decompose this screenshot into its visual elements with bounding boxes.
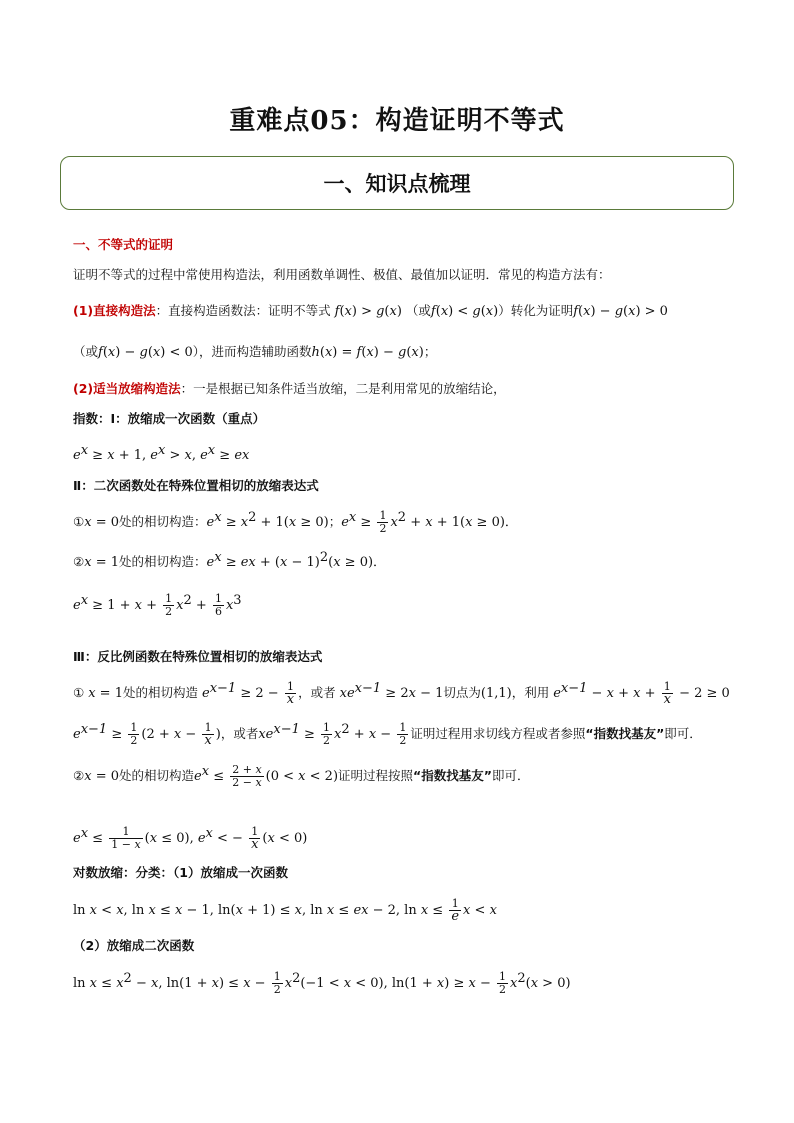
formula-quadratic-1: ①x = 0处的相切构造：$e^x \ge x^2 + 1(x \ge 0)$；$e^x$ ≥ $\frac{1}{2}$ $x^2 + x + 1(x \ge 0)$．	[73, 509, 518, 535]
log-quadratic-heading: （2）放缩成二次函数	[73, 938, 195, 953]
formula-quadratic-2: ②x = 1处的相切构造：$e^x$ ≥ ex + $(x - 1)^2(x \ge 0)$．	[73, 550, 387, 570]
formula-reciprocal-1: ① x = 1处的相切构造 $e^{x-1} \ge 2$ − $\frac{1}{x}$ ，或者 $xe^{x-1} \ge 2x - 1$切点为(1,1)，利用 $e^{x-1} - x + x$ + $\frac{1}{x}$ − 2 ≥ 0	[73, 680, 730, 707]
formula-reciprocal-2: $e^{x-1}$ ≥ $\frac{1}{2}$ (2 + x − $\frac{1}{x}$ )，或者$xe^{x-1}$ ≥ $\frac{1}{2}$ $x^2 + x$ − $\frac{1}{2}$ 证明过程用求切线方程或者参照“指数找基友”即可．	[73, 721, 702, 748]
method-scaling-label: (2)适当放缩构造法	[73, 381, 181, 396]
method-direct-line1: (1)直接构造法：直接构造函数法：证明不等式 f(x) > g(x) （或f(x) < g(x)）转化为证明f(x) − g(x) > 0	[73, 303, 668, 319]
section-title: 一、知识点梳理	[323, 171, 471, 196]
method-direct-label: (1)直接构造法	[73, 303, 156, 318]
quadratic-heading: Ⅱ：二次函数处在特殊位置相切的放缩表达式	[73, 478, 319, 493]
section-header-box	[60, 156, 734, 210]
formula-cubic: $e^x \ge 1 + x$ + $\frac{1}{2}$ $x^2$ + $\frac{1}{6}$ $x^3$	[73, 592, 242, 618]
method-direct-line2: （或f(x) − g(x) < 0），进而构造辅助函数h(x) = f(x) − g(x)；	[73, 344, 437, 360]
log-heading: 对数放缩：分类：（1）放缩成一次函数	[73, 865, 288, 880]
reciprocal-heading: Ⅲ：反比例函数在特殊位置相切的放缩表达式	[73, 649, 323, 664]
heading-inequality-proof: 一、不等式的证明	[73, 237, 174, 252]
page-title: 重难点05：构造证明不等式	[229, 106, 565, 136]
formula-reciprocal-4: $e^x$ ≤ $\frac{1}{1 - x}$ (x ≤ 0), $e^x$ < − $\frac{1}{x}$ (x < 0)	[73, 825, 308, 852]
formula-reciprocal-3: ②x = 0处的相切构造$e^x$ ≤ $\frac{2 + x}{2 - x}$ (0 < x < 2)证明过程按照“指数找基友”即可．	[73, 763, 530, 789]
formula-log-quadratic: $\ln x \le x^2 - x$, ln(1 + x) ≤ x − $\frac{1}{2}$ $x^2(-1 < x < 0)$, ln(1 + x) ≥ x − $\frac{1}{2}$ $x^2(x > 0)$	[73, 970, 571, 996]
method-scaling-line: (2)适当放缩构造法：一是根据已知条件适当放缩，二是利用常见的放缩结论，	[73, 381, 506, 396]
exponential-heading: 指数：Ⅰ：放缩成一次函数（重点）	[73, 411, 266, 426]
formula-exp-linear: $e^x \ge x + 1$, $e^x > x$, $e^x$ ≥ ex	[73, 443, 250, 463]
formula: f	[334, 304, 340, 319]
formula-log-linear: ln x < x, ln x ≤ x − 1, ln(x + 1) ≤ x, ln x ≤ ex − 2, ln x ≤ $\frac{1}{e}$ x < x	[73, 897, 497, 924]
intro-paragraph: 证明不等式的过程中常使用构造法，利用函数单调性、极值、最值加以证明．常见的构造方法有：	[73, 267, 611, 282]
